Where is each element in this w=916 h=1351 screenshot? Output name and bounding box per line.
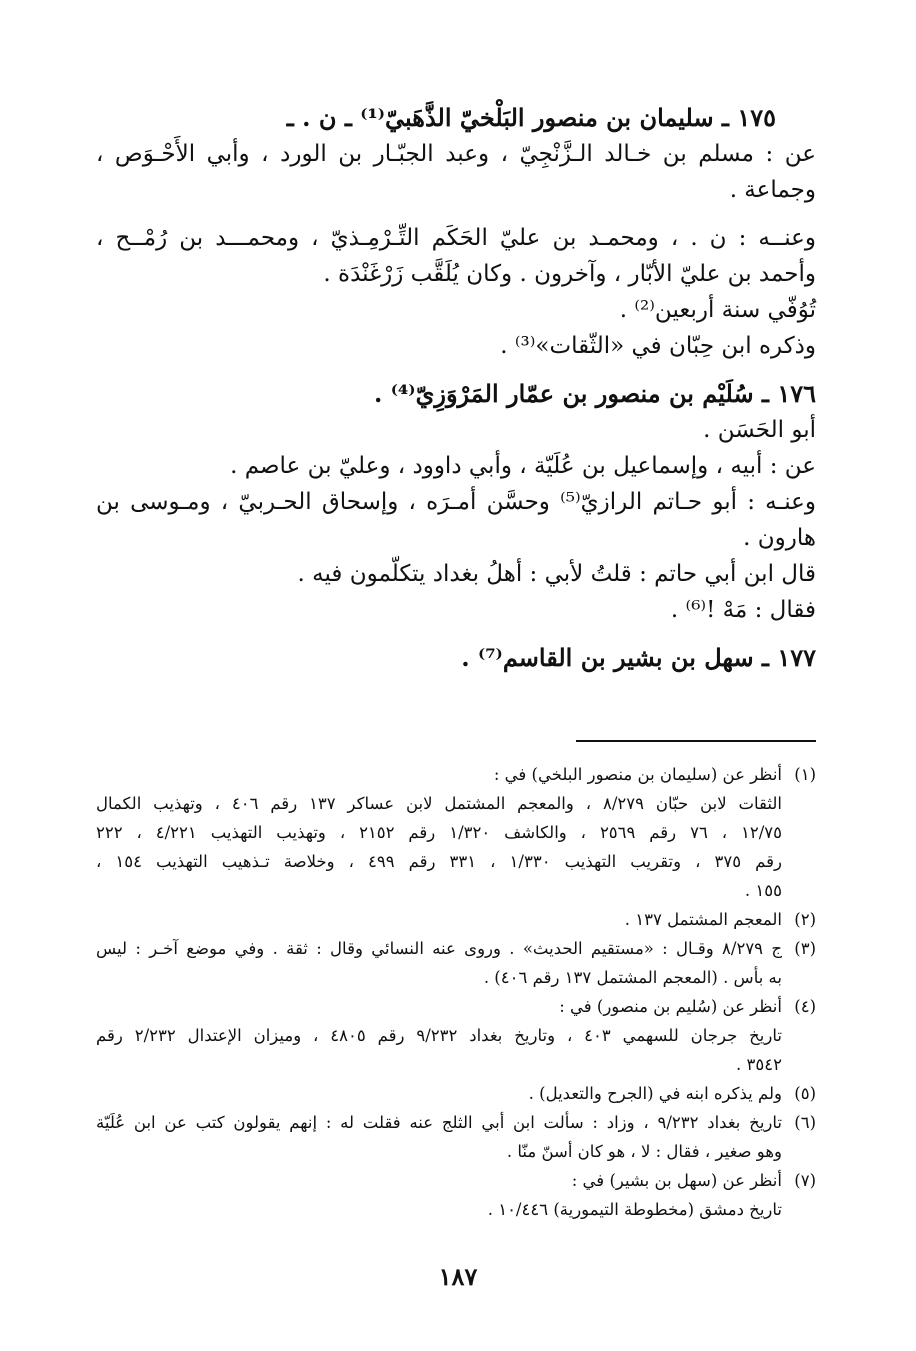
page-number: ١٨٧	[438, 1262, 478, 1291]
entry-175-heading: ١٧٥ ـ سليمان بن منصور البَلْخيّ الذَّهَبيّ⁽¹⁾ ـ ن . ـ	[286, 103, 776, 132]
entry-175-line: وذكره ابن حِبّان في «الثّقات»⁽³⁾ .	[500, 333, 816, 359]
footnote-number: (٧)	[794, 1171, 816, 1190]
footnote	[96, 905, 816, 934]
footnote-line: تاريخ جرجان للسهمي ٤٠٣ ، وتاريخ بغداد ٩/٢٣٢ رقم ٤٨٠٥ ، وميزان الإعتدال ٢/٢٣٢ رقم	[96, 1026, 782, 1045]
footnote-number: (٣)	[794, 939, 816, 958]
footnote-separator	[576, 740, 816, 742]
footnote	[96, 1108, 816, 1166]
footnote	[96, 934, 816, 992]
footnote-line: تاريخ بغداد ٩/٢٣٢ ، وزاد : سألت ابن أبي الثلج عنه فقلت له : إنهم يقولون كتب عن ابن عُلَيّة	[96, 1113, 782, 1132]
entry-176-line: وعنـه : أبو حـاتم الرازيّ⁽⁵⁾ وحسَّن أمـرَه ، وإسحاق الحـربيّ ، ومـوسى بن	[96, 489, 816, 515]
footnote-line: رقم ٣٧٥ ، وتقريب التهذيب ١/٣٣٠ ، ٣٣١ رقم ٤٩٩ ، وخلاصة تـذهيب التهذيب ١٥٤ ،	[96, 852, 782, 871]
footnote	[96, 760, 816, 905]
footnote-line: ٣٥٤٢ .	[736, 1055, 782, 1074]
footnote-line: أنظر عن (سُليم بن منصور) في :	[559, 997, 782, 1016]
entry-176-line: فقال : مَهْ !⁽⁶⁾ .	[670, 597, 816, 623]
footnote-line: ولم يذكره ابنه في (الجرح والتعديل) .	[528, 1084, 782, 1103]
footnote-number: (٢)	[794, 910, 816, 929]
footnote	[96, 1166, 816, 1224]
footnote	[96, 992, 816, 1079]
entry-175-line: وأحمد بن عليّ الأبّار ، وآخرون . وكان يُلَقَّب زَرْغَنْدَة .	[323, 261, 816, 287]
entry-176-line: هارون .	[743, 525, 816, 551]
entry-175-line: وعنــه : ن . ، ومحمـد بن عليّ الحَكَم التِّـرْمِـذيّ ، ومحمـــد بن رُمْــح ،	[96, 225, 816, 251]
entry-176-line: عن : أبيه ، وإسماعيل بن عُلَيّة ، وأبي داوود ، وعليّ بن عاصم .	[230, 453, 816, 479]
entry-175-line: عن : مسلم بن خـالد الـزَّنْجِيّ ، وعبد الجبّـار بن الورد ، وأبي الأَحْـوَص ،	[96, 141, 816, 167]
main-text	[96, 100, 816, 676]
footnote-number: (٤)	[794, 997, 816, 1016]
footnote-line: المعجم المشتمل ١٣٧ .	[624, 910, 782, 929]
footnote-line: به بأس . (المعجم المشتمل ١٣٧ رقم ٤٠٦) .	[483, 968, 782, 987]
footnote-line: ١٢/٧٥ ، ٧٦ رقم ٢٥٦٩ ، والكاشف ١/٣٢٠ رقم ٢١٥٢ ، وتهذيب التهذيب ٤/٢٢١ ، ٢٢٢	[96, 823, 782, 842]
entry-176-line: أبو الحَسَن .	[703, 417, 816, 443]
entry-175-line: تُوُفّي سنة أربعين⁽²⁾ .	[619, 297, 816, 323]
footnote-line: ج ٨/٢٧٩ وقـال : «مستقيم الحديث» . وروى عنه النسائي وقال : ثقة . وفي موضع آخـر : ليس	[96, 939, 782, 958]
footnote-line: أنظر عن (سهل بن بشير) في :	[571, 1171, 782, 1190]
entry-177-heading: ١٧٧ ـ سهل بن بشير بن القاسم⁽⁷⁾ .	[461, 643, 816, 672]
footnote-line: ١٥٥ .	[744, 881, 782, 900]
footnote-line: أنظر عن (سليمان بن منصور البلخي) في :	[493, 765, 782, 784]
footnote-line: تاريخ دمشق (مخطوطة التيمورية) ١٠/٤٤٦ .	[487, 1200, 782, 1219]
entry-176-heading: ١٧٦ ـ سُلَيْم بن منصور بن عمّار المَرْوَزِيّ⁽⁴⁾ .	[374, 379, 816, 408]
footnote-number: (٥)	[794, 1084, 816, 1103]
entry-176-line: قال ابن أبي حاتم : قلتُ لأبي : أهلُ بغداد يتكلّمون فيه .	[297, 561, 816, 587]
footnote-number: (١)	[794, 765, 816, 784]
footnote	[96, 1079, 816, 1108]
footnotes	[96, 760, 816, 1224]
entry-175-line: وجماعة .	[729, 177, 816, 203]
footnote-number: (٦)	[794, 1113, 816, 1132]
footnote-line: وهو صغير ، فقال : لا ، هو كان أسنّ منّا .	[506, 1142, 782, 1161]
footnote-line: الثقات لابن حبّان ٨/٢٧٩ ، والمعجم المشتمل لابن عساكر ١٣٧ رقم ٤٠٦ ، وتهذيب الكمال	[96, 794, 782, 813]
